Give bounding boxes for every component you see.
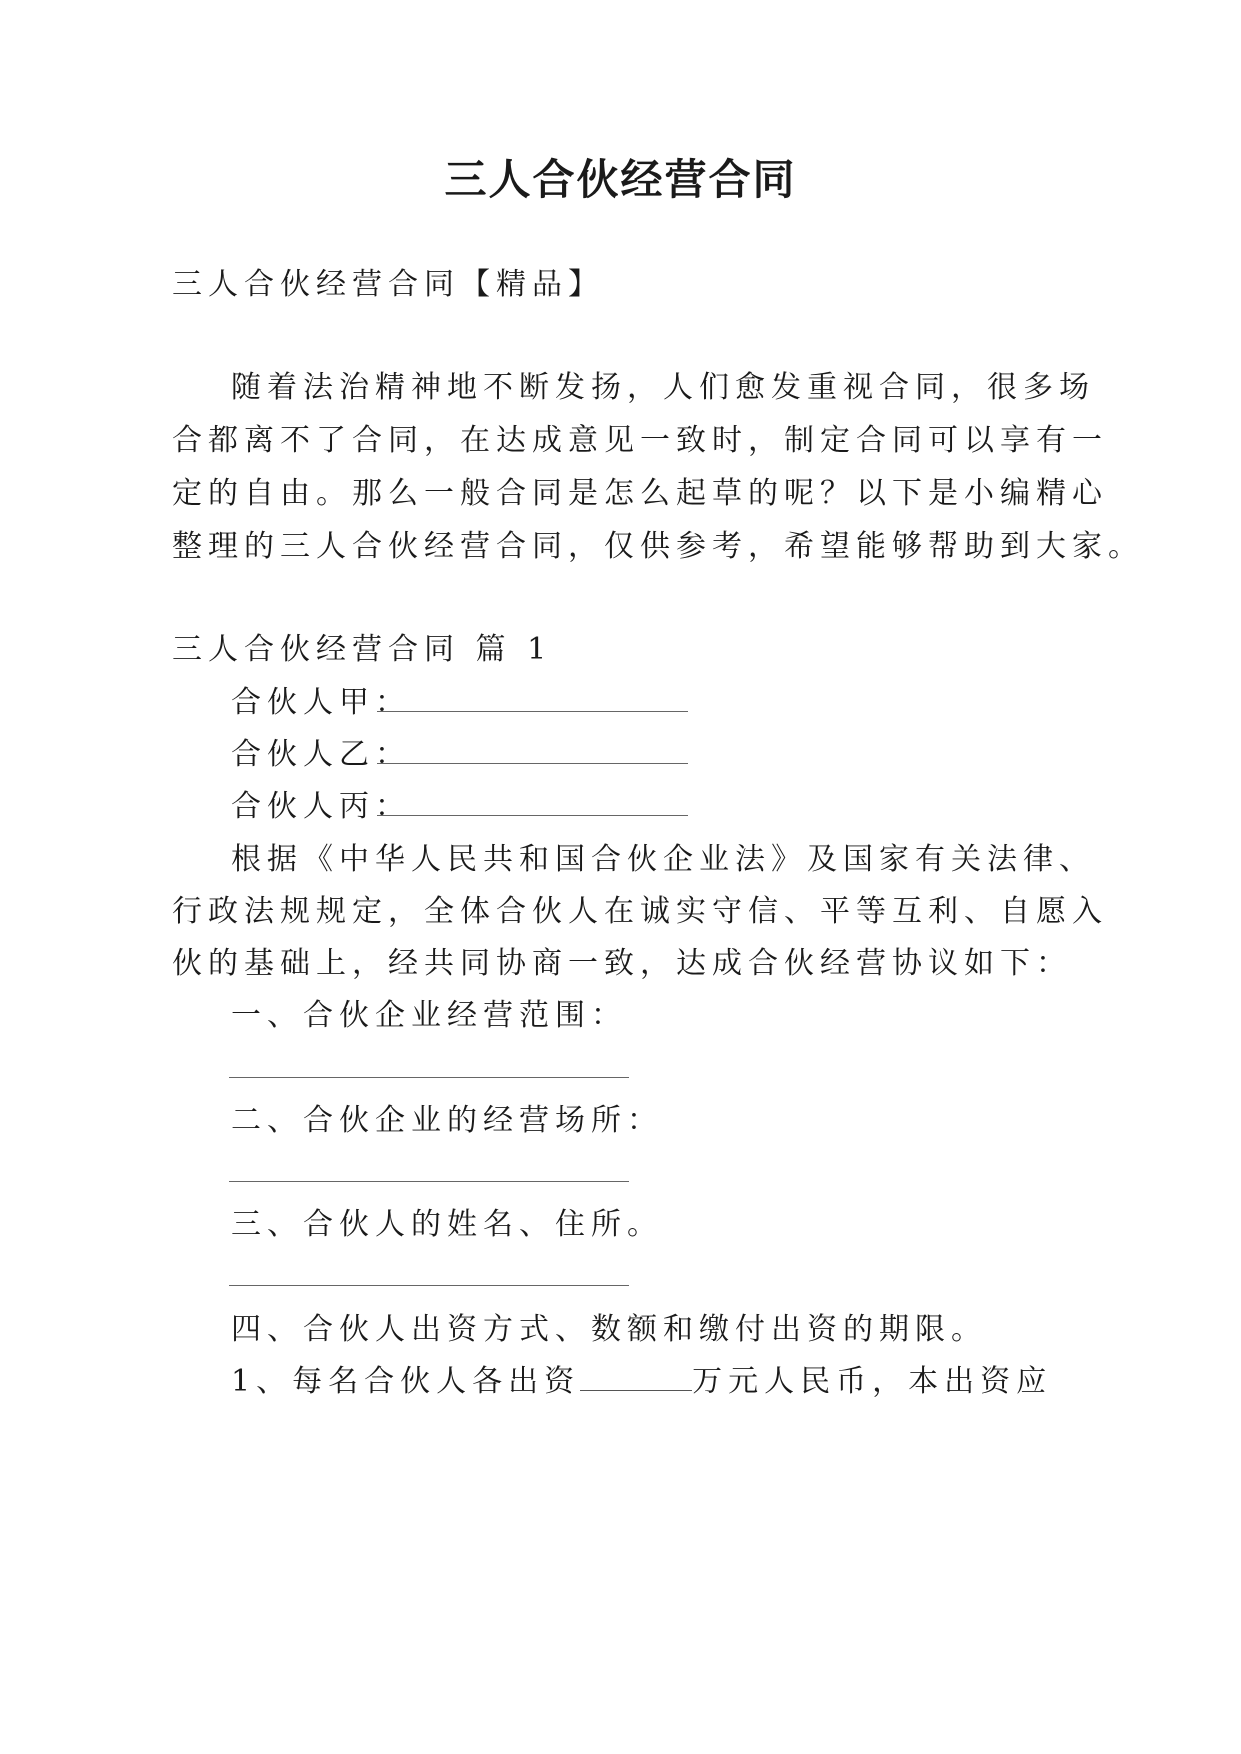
partner-b-blank bbox=[377, 763, 688, 764]
intro-line: 随着法治精神地不断发扬，人们愈发重视合同，很多场 bbox=[231, 370, 1095, 405]
contribution-amount-blank bbox=[580, 1368, 692, 1391]
document-title: 三人合伙经营合同 bbox=[444, 155, 797, 204]
partner-b-label: 合伙人乙： bbox=[231, 737, 411, 772]
business-location-blank bbox=[229, 1181, 629, 1182]
preamble-line: 根据《中华人民共和国合伙企业法》及国家有关法律、 bbox=[231, 842, 1095, 877]
intro-line: 合都离不了合同，在达成意见一致时，制定合同可以享有一 bbox=[172, 423, 1108, 458]
item-1-prefix: 1、每名合伙人各出资 bbox=[231, 1364, 581, 1399]
partner-c-blank bbox=[377, 815, 688, 816]
business-scope-blank bbox=[229, 1077, 629, 1078]
partner-names-blank bbox=[229, 1285, 629, 1286]
intro-line: 整理的三人合伙经营合同，仅供参考，希望能够帮助到大家。 bbox=[172, 529, 1144, 564]
clause-business-location: 二、合伙企业的经营场所： bbox=[231, 1103, 663, 1138]
preamble-line: 行政法规规定，全体合伙人在诚实守信、平等互利、自愿入 bbox=[172, 894, 1108, 929]
partner-a-label: 合伙人甲： bbox=[231, 685, 411, 720]
clause-business-scope: 一、合伙企业经营范围： bbox=[231, 998, 627, 1033]
section-heading: 三人合伙经营合同 篇 1 bbox=[172, 632, 553, 667]
partner-c-label: 合伙人丙： bbox=[231, 789, 411, 824]
item-1-line bbox=[231, 1362, 1052, 1402]
intro-line: 定的自由。那么一般合同是怎么起草的呢？以下是小编精心 bbox=[172, 476, 1108, 511]
document-subtitle: 三人合伙经营合同【精品】 bbox=[172, 267, 604, 302]
preamble-line: 伙的基础上，经共同协商一致，达成合伙经营协议如下： bbox=[172, 946, 1072, 981]
clause-partner-names: 三、合伙人的姓名、住所。 bbox=[231, 1207, 663, 1242]
clause-capital-contribution: 四、合伙人出资方式、数额和缴付出资的期限。 bbox=[231, 1312, 987, 1347]
partner-a-blank bbox=[377, 711, 688, 712]
item-1-suffix: 万元人民币，本出资应 bbox=[692, 1364, 1053, 1399]
